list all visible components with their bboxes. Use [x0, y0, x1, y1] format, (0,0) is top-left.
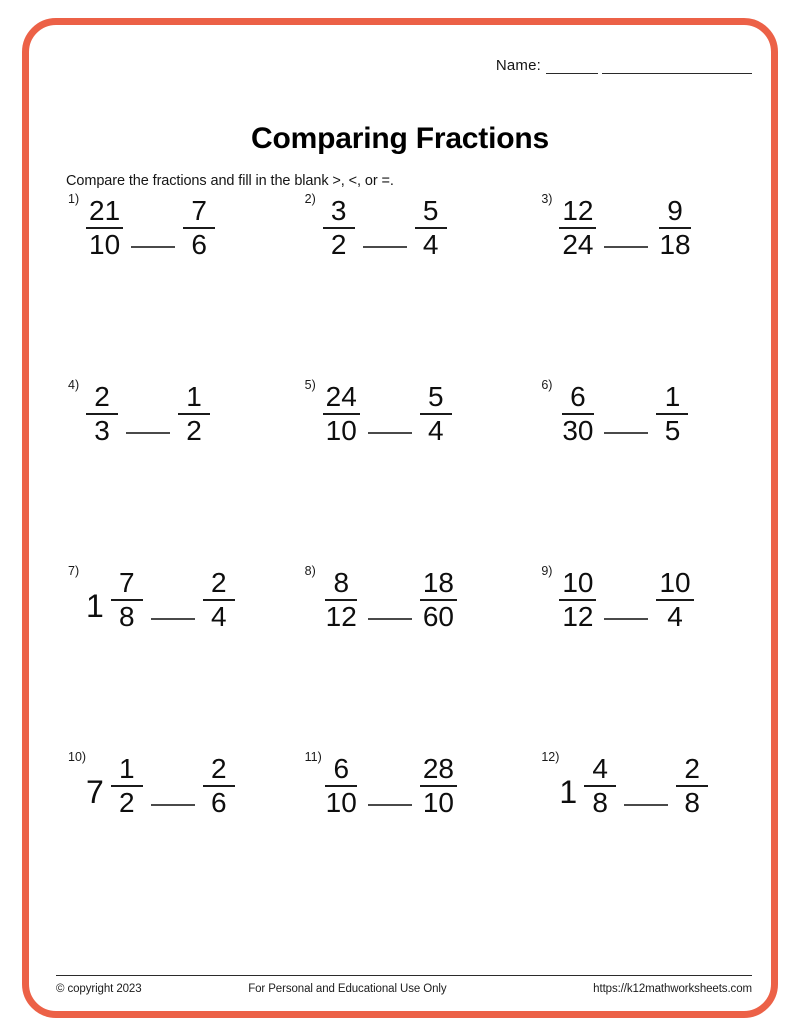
footer: [56, 975, 752, 995]
footer-divider: [56, 975, 752, 976]
problem-expression: [323, 382, 452, 446]
name-input-blank-segment-2[interactable]: [602, 59, 752, 74]
left-whole-number: 1: [559, 774, 578, 810]
answer-blank[interactable]: [604, 246, 648, 248]
problem-expression: [323, 568, 457, 632]
left-numerator: 2: [86, 382, 118, 415]
right-fraction: [415, 196, 447, 260]
right-fraction: [178, 382, 210, 446]
answer-blank[interactable]: [604, 618, 648, 620]
problem-1: [50, 188, 287, 374]
left-whole-number: 1: [86, 588, 104, 624]
right-fraction: [656, 196, 693, 260]
left-numerator: 24: [323, 382, 360, 415]
left-fraction: [323, 568, 360, 632]
right-numerator: 10: [656, 568, 693, 601]
problem-expression: [559, 568, 693, 632]
answer-blank[interactable]: [131, 246, 175, 248]
left-numerator: 6: [562, 382, 594, 415]
right-numerator: 5: [420, 382, 452, 415]
right-fraction: [656, 382, 688, 446]
answer-blank[interactable]: [368, 804, 412, 806]
left-numerator: 1: [111, 754, 143, 787]
worksheet-content: [40, 30, 760, 1005]
left-fraction: [323, 754, 360, 818]
left-denominator: 8: [119, 601, 135, 633]
problem-number: 6): [541, 378, 553, 392]
right-denominator: 8: [684, 787, 700, 819]
right-numerator: 18: [420, 568, 457, 601]
left-numerator: 12: [559, 196, 596, 229]
right-fraction: [183, 196, 215, 260]
problem-12: [523, 746, 760, 932]
problem-3: [523, 188, 760, 374]
right-fraction: [420, 568, 457, 632]
right-numerator: 9: [659, 196, 691, 229]
left-fraction: [323, 382, 360, 446]
answer-blank[interactable]: [624, 804, 668, 806]
problem-number: 3): [541, 192, 553, 206]
problem-expression: [86, 382, 210, 446]
right-denominator: 60: [422, 601, 454, 633]
right-numerator: 2: [203, 568, 235, 601]
problem-grid: [50, 188, 760, 932]
answer-blank[interactable]: [151, 618, 195, 620]
problem-expression: [323, 196, 447, 260]
right-denominator: 6: [191, 229, 207, 261]
left-denominator: 2: [119, 787, 135, 819]
problem-number: 10): [68, 750, 87, 764]
left-denominator: 12: [562, 601, 594, 633]
answer-blank[interactable]: [368, 618, 412, 620]
right-fraction: [656, 568, 693, 632]
left-numerator: 7: [111, 568, 143, 601]
right-fraction: [203, 754, 235, 818]
problem-number: 8): [304, 564, 316, 578]
left-fraction: [86, 382, 118, 446]
footer-copyright: © copyright 2023: [56, 983, 142, 995]
problem-number: 12): [541, 750, 560, 764]
problem-number: 1): [68, 192, 80, 206]
right-fraction: [420, 382, 452, 446]
left-fraction: [559, 382, 596, 446]
name-label: Name:: [495, 57, 541, 74]
answer-blank[interactable]: [126, 432, 170, 434]
right-denominator: 4: [211, 601, 227, 633]
answer-blank[interactable]: [604, 432, 648, 434]
right-numerator: 1: [656, 382, 688, 415]
problem-10: [50, 746, 287, 932]
problem-8: [287, 560, 524, 746]
right-numerator: 1: [178, 382, 210, 415]
problem-9: [523, 560, 760, 746]
left-fraction: [559, 196, 596, 260]
left-denominator: 8: [592, 787, 608, 819]
problem-number: 2): [304, 192, 316, 206]
left-numerator: 21: [86, 196, 123, 229]
right-fraction: [203, 568, 235, 632]
left-numerator: 8: [325, 568, 357, 601]
left-fraction: [323, 196, 355, 260]
left-numerator: 4: [584, 754, 616, 787]
answer-blank[interactable]: [151, 804, 195, 806]
problem-expression: [559, 196, 693, 260]
left-numerator: 3: [323, 196, 355, 229]
right-denominator: 18: [659, 229, 691, 261]
right-numerator: 2: [676, 754, 708, 787]
right-denominator: 4: [428, 415, 444, 447]
problem-7: [50, 560, 287, 746]
left-numerator: 6: [325, 754, 357, 787]
problem-expression: [559, 754, 708, 818]
right-denominator: 6: [211, 787, 227, 819]
left-numerator: 10: [559, 568, 596, 601]
left-denominator: 12: [325, 601, 357, 633]
left-denominator: 10: [325, 787, 357, 819]
right-numerator: 2: [203, 754, 235, 787]
right-numerator: 5: [415, 196, 447, 229]
problem-expression: [323, 754, 457, 818]
left-fraction: [111, 568, 143, 632]
name-field-row: [496, 57, 752, 74]
left-denominator: 3: [94, 415, 110, 447]
problem-4: [50, 374, 287, 560]
answer-blank[interactable]: [368, 432, 412, 434]
problem-number: 4): [68, 378, 80, 392]
problem-number: 5): [304, 378, 316, 392]
left-fraction: [559, 568, 596, 632]
problem-6: [523, 374, 760, 560]
footer-usage-notice: For Personal and Educational Use Only: [248, 983, 447, 995]
problem-expression: [559, 382, 688, 446]
instructions-text: Compare the fractions and fill in the blank >, <, or =.: [66, 172, 394, 189]
left-denominator: 10: [325, 415, 357, 447]
left-denominator: 10: [89, 229, 121, 261]
left-fraction: [86, 196, 123, 260]
right-denominator: 5: [664, 415, 681, 447]
problem-number: 7): [68, 564, 80, 578]
left-denominator: 24: [562, 229, 594, 261]
problem-11: [287, 746, 524, 932]
right-denominator: 4: [667, 601, 683, 633]
page-title: Comparing Fractions: [251, 122, 549, 156]
right-numerator: 28: [420, 754, 457, 787]
left-fraction: [111, 754, 143, 818]
right-fraction: [420, 754, 457, 818]
right-denominator: 4: [422, 229, 439, 261]
problem-expression: [86, 196, 215, 260]
problem-number: 11): [304, 750, 322, 764]
problem-5: [287, 374, 524, 560]
problem-2: [287, 188, 524, 374]
problem-expression: [86, 754, 235, 818]
footer-text-row: [56, 983, 752, 995]
left-whole-number: 7: [86, 774, 104, 810]
right-fraction: [676, 754, 708, 818]
left-denominator: 2: [330, 229, 347, 261]
right-denominator: 2: [186, 415, 202, 447]
problem-number: 9): [541, 564, 553, 578]
right-numerator: 7: [183, 196, 215, 229]
answer-blank[interactable]: [363, 246, 407, 248]
left-denominator: 30: [562, 415, 594, 447]
footer-website-link[interactable]: https://k12mathworksheets.com: [593, 983, 752, 995]
right-denominator: 10: [422, 787, 454, 819]
problem-expression: [86, 568, 235, 632]
left-fraction: [584, 754, 616, 818]
name-input-blank-segment-1[interactable]: [546, 59, 598, 74]
